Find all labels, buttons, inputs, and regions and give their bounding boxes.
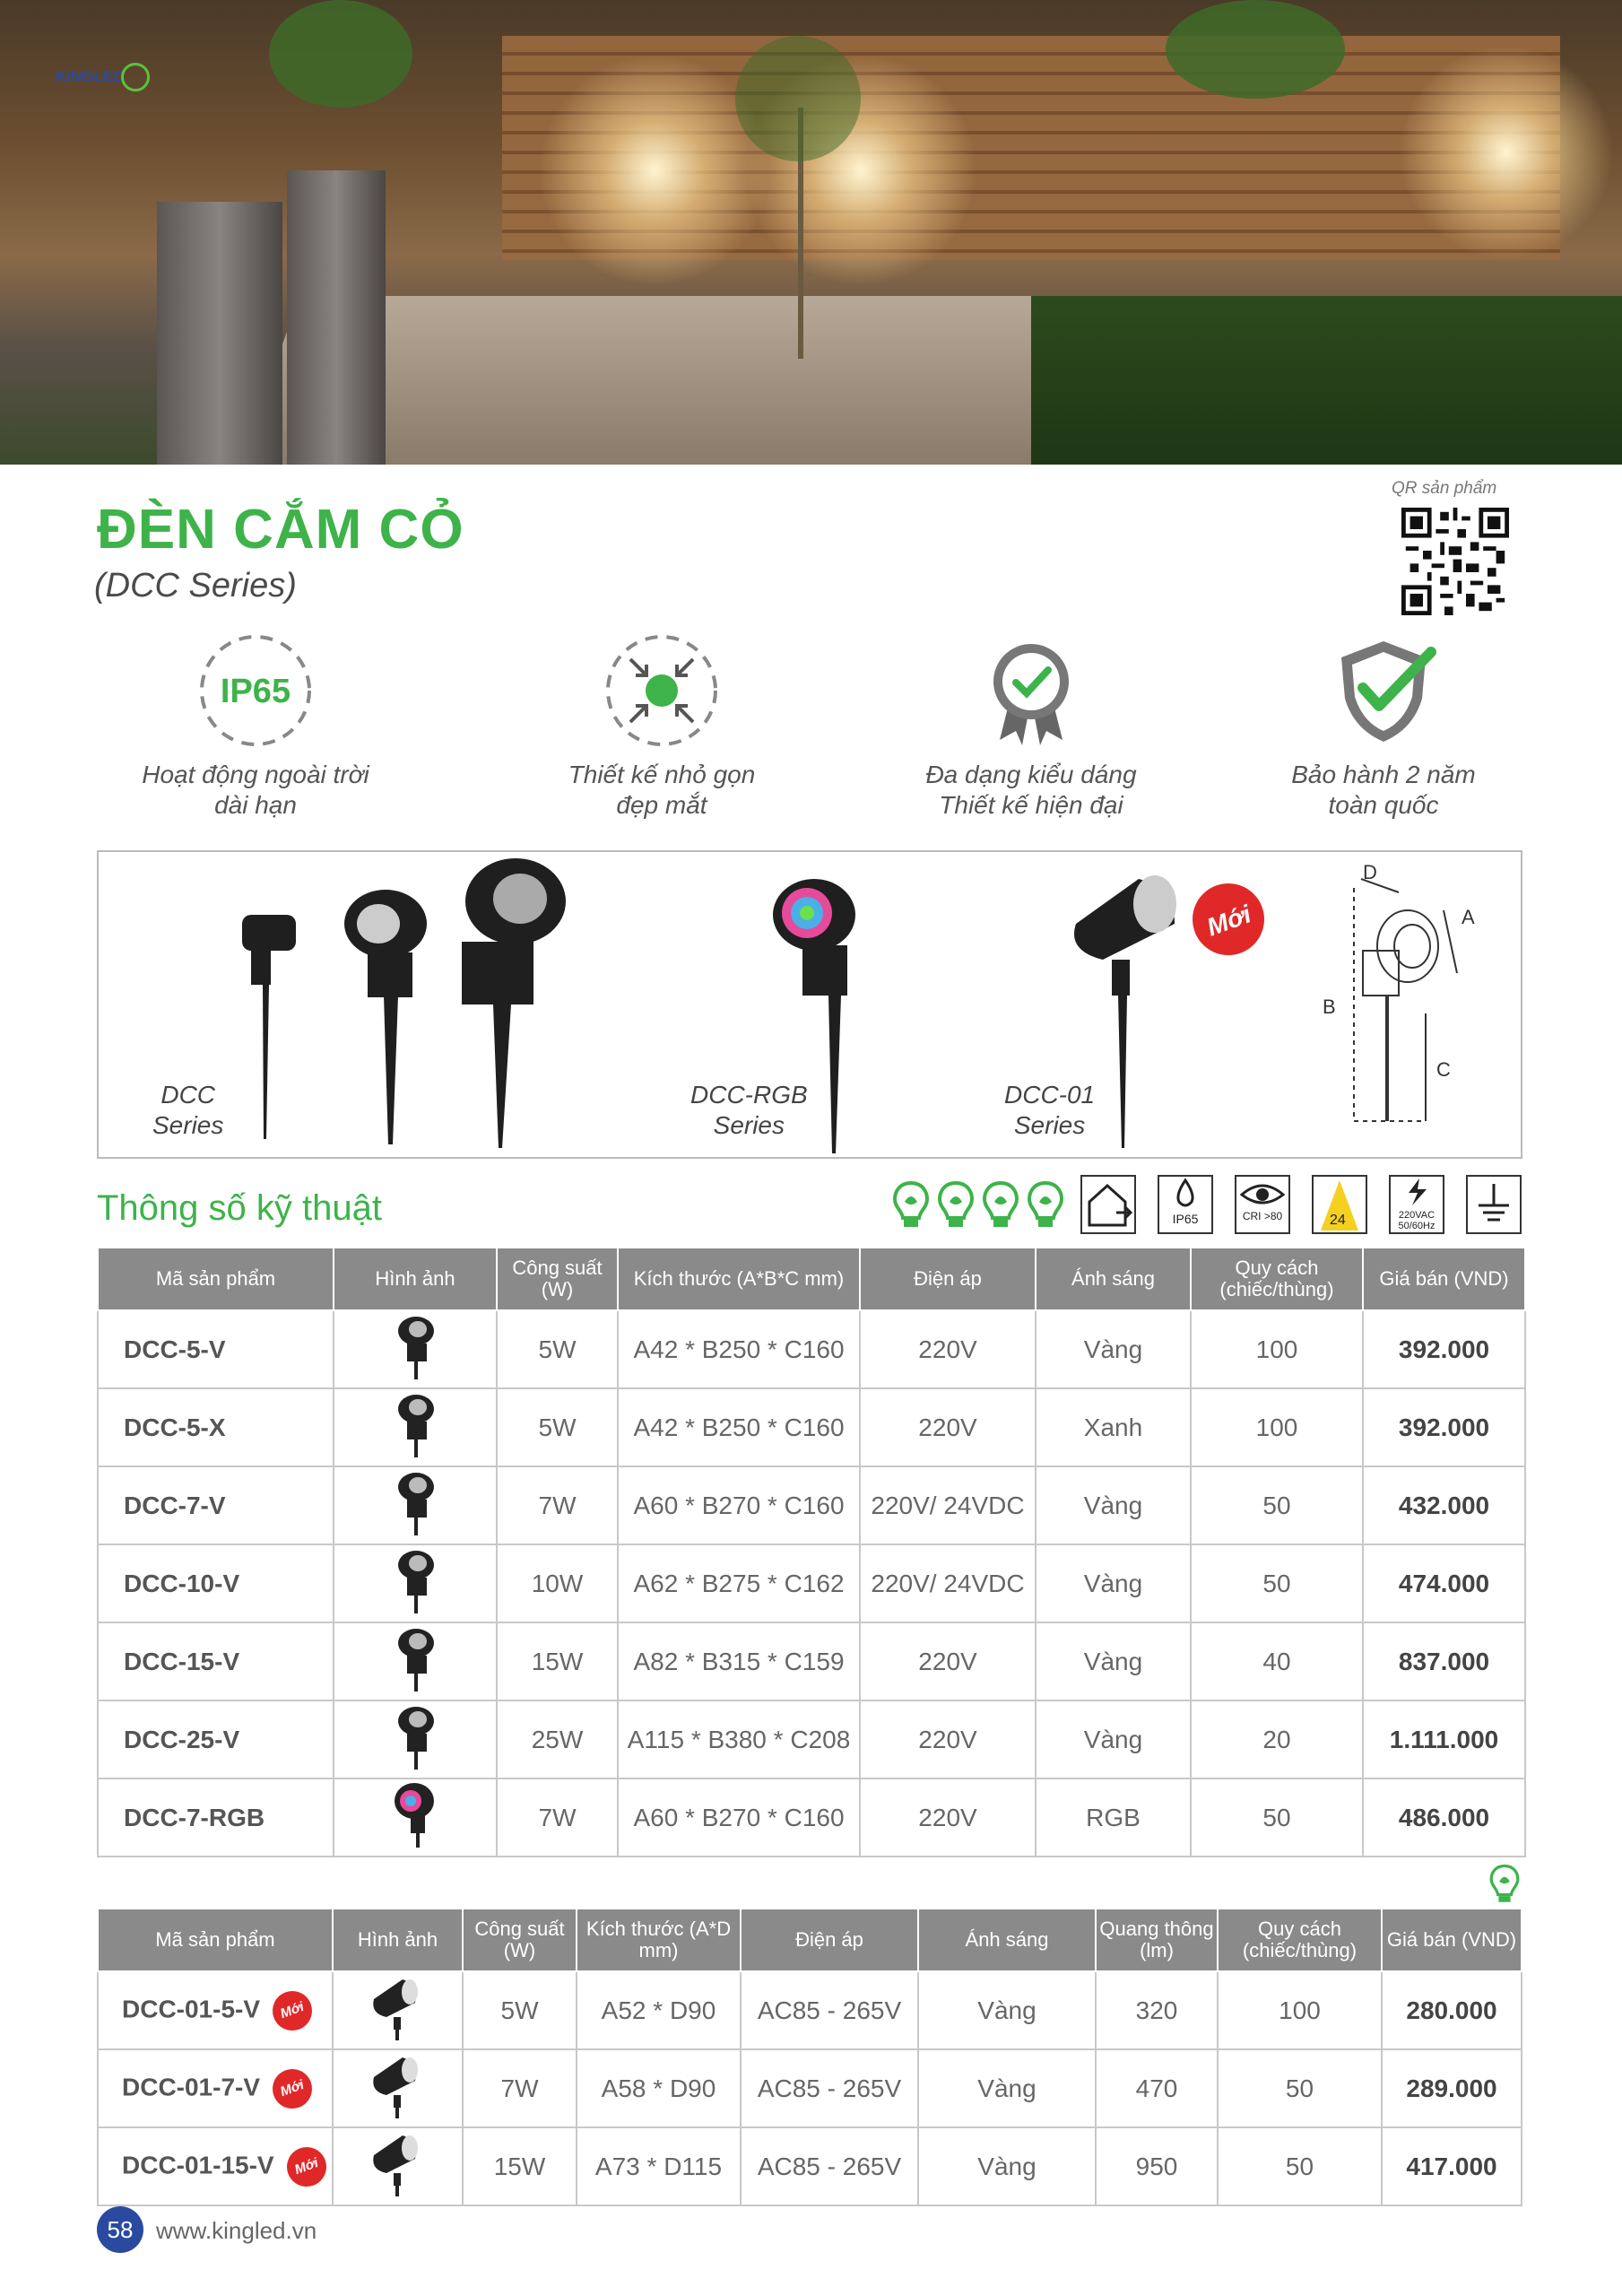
col-header: Hình ảnh xyxy=(333,1909,463,1971)
power-supply-icon: 220VAC 50/60Hz xyxy=(1389,1175,1444,1234)
voltage: 220V xyxy=(860,1388,1036,1466)
product-image[interactable] xyxy=(334,1779,497,1857)
light-color: Xanh xyxy=(1036,1388,1191,1466)
feature-text: Hoạt động ngoài trời xyxy=(142,761,369,788)
code: DCC-15-V xyxy=(98,1622,334,1700)
page-number: 58 xyxy=(97,2206,143,2253)
24h-lighting-icon: 24 xyxy=(1312,1175,1367,1234)
qr-code[interactable] xyxy=(1401,508,1509,615)
lumen: 950 xyxy=(1096,2127,1218,2205)
power: 7W xyxy=(463,2049,577,2127)
size: A52 * D90 xyxy=(577,1971,741,2049)
svg-text:Mới: Mới xyxy=(1202,900,1255,942)
award-ribbon-icon xyxy=(973,632,1089,749)
feature-text: Thiết kế nhỏ gọn xyxy=(568,761,756,788)
table-row xyxy=(98,1779,1525,1857)
shield-check-icon xyxy=(1325,632,1442,749)
specs-title: Thông số kỹ thuật xyxy=(97,1188,382,1228)
product-image[interactable] xyxy=(333,2049,463,2127)
price: 837.000 xyxy=(1363,1622,1525,1700)
tree-leaves xyxy=(1166,0,1345,99)
stone-pillar xyxy=(287,170,386,465)
power: 5W xyxy=(497,1388,618,1466)
feature-warranty xyxy=(1222,632,1545,821)
table-header-row xyxy=(98,1248,1525,1310)
page-subtitle: (DCC Series) xyxy=(94,567,297,604)
dcc-lamp-large xyxy=(462,858,566,1148)
product-image[interactable] xyxy=(334,1622,497,1700)
light-color: Vàng xyxy=(1036,1622,1191,1700)
col-header: Quy cách (chiếc/thùng) xyxy=(1191,1248,1363,1310)
dim-label-a: A xyxy=(1462,906,1475,928)
size: A42 * B250 * C160 xyxy=(618,1388,860,1466)
feature-text: Đa dạng kiểu dáng xyxy=(925,761,1137,788)
page-title: ĐÈN CẮM CỎ xyxy=(97,499,464,561)
size: A115 * B380 * C208 xyxy=(618,1700,860,1779)
size: A58 * D90 xyxy=(577,2049,741,2127)
product-image[interactable] xyxy=(333,1971,463,2049)
code: DCC-01-7-V Mới xyxy=(98,2049,333,2127)
power: 7W xyxy=(497,1779,618,1857)
table-row xyxy=(98,1388,1525,1466)
compact-design-icon xyxy=(603,632,720,749)
ip65-water-icon: IP65 xyxy=(1158,1175,1213,1234)
series-label-dcc-01: DCC-01 Series xyxy=(1004,1081,1096,1139)
col-header: Giá bán (VND) xyxy=(1363,1248,1525,1310)
pack-qty: 20 xyxy=(1191,1700,1363,1779)
size: A42 * B250 * C160 xyxy=(618,1310,860,1388)
voltage: AC85 - 265V xyxy=(741,2127,918,2205)
table-row xyxy=(98,2049,1522,2127)
price: 417.000 xyxy=(1382,2127,1522,2205)
power: 15W xyxy=(497,1622,618,1700)
stone-pillar xyxy=(157,202,282,465)
table-row xyxy=(98,2127,1522,2205)
product-image[interactable] xyxy=(334,1310,497,1388)
pack-qty: 40 xyxy=(1191,1622,1363,1700)
voltage: AC85 - 265V xyxy=(741,2049,918,2127)
eco-bulb-icon xyxy=(892,1180,930,1231)
voltage: 220V xyxy=(860,1622,1036,1700)
series-label-dcc-rgb: DCC-RGB Series xyxy=(690,1081,808,1139)
col-header: Kích thước (A*B*C mm) xyxy=(618,1248,860,1310)
pack-qty: 50 xyxy=(1191,1544,1363,1622)
power: 15W xyxy=(463,2127,577,2205)
size: A60 * B270 * C160 xyxy=(618,1779,860,1857)
pack-qty: 50 xyxy=(1218,2127,1382,2205)
size: A62 * B275 * C162 xyxy=(618,1544,860,1622)
col-header: Giá bán (VND) xyxy=(1382,1909,1522,1971)
new-badge: Mới xyxy=(281,2141,331,2191)
price: 392.000 xyxy=(1363,1388,1525,1466)
table-row xyxy=(98,1466,1525,1544)
feature-ip65 xyxy=(94,632,417,821)
price: 432.000 xyxy=(1363,1466,1525,1544)
feature-text: Bảo hành 2 năm xyxy=(1291,761,1476,788)
light-color: Vàng xyxy=(918,2127,1096,2205)
eco-bulb-icon xyxy=(937,1180,975,1231)
table-row xyxy=(98,1971,1522,2049)
code: DCC-01-15-V Mới xyxy=(98,2127,333,2205)
dcc-lamp-medium xyxy=(344,890,427,1144)
pack-qty: 100 xyxy=(1191,1310,1363,1388)
product-image[interactable] xyxy=(334,1466,497,1544)
light-color: RGB xyxy=(1036,1779,1191,1857)
col-header: Mã sản phẩm xyxy=(98,1248,334,1310)
dcc-lamp-small xyxy=(242,915,296,1139)
product-showcase xyxy=(97,850,1522,1159)
hero-garden-photo xyxy=(0,0,1622,465)
website-link[interactable]: www.kingled.vn xyxy=(156,2217,317,2244)
col-header: Công suất (W) xyxy=(463,1909,577,1971)
voltage: 220V xyxy=(860,1310,1036,1388)
power: 25W xyxy=(497,1700,618,1779)
ip65-badge-text: IP65 xyxy=(220,673,291,710)
lumen: 320 xyxy=(1096,1971,1218,2049)
dcc-01-spec-table xyxy=(97,1908,1522,2206)
code: DCC-01-5-V Mới xyxy=(98,1971,333,2049)
lumen: 470 xyxy=(1096,2049,1218,2127)
price: 280.000 xyxy=(1382,1971,1522,2049)
pack-qty: 100 xyxy=(1218,1971,1382,2049)
size: A60 * B270 * C160 xyxy=(618,1466,860,1544)
voltage: 220V xyxy=(860,1779,1036,1857)
dim-label-b: B xyxy=(1323,996,1336,1018)
col-header: Ánh sáng xyxy=(1036,1248,1191,1310)
feature-text: đẹp mắt xyxy=(616,791,707,819)
dcc-spec-table xyxy=(97,1247,1526,1857)
voltage: 220V/ 24VDC xyxy=(860,1544,1036,1622)
power: 5W xyxy=(497,1310,618,1388)
power: 5W xyxy=(463,1971,577,2049)
feature-text: toàn quốc xyxy=(1328,791,1439,819)
col-header: Quy cách (chiếc/thùng) xyxy=(1218,1909,1382,1971)
power: 7W xyxy=(497,1466,618,1544)
code: DCC-10-V xyxy=(98,1544,334,1622)
tree-leaves xyxy=(735,36,861,161)
power: 10W xyxy=(497,1544,618,1622)
product-image[interactable] xyxy=(334,1700,497,1779)
eco-bulb-icon xyxy=(1027,1180,1064,1231)
light-color: Vàng xyxy=(1036,1310,1191,1388)
feature-text: Thiết kế hiện đại xyxy=(939,791,1123,819)
light-color: Vàng xyxy=(918,2049,1096,2127)
code: DCC-7-RGB xyxy=(98,1779,334,1857)
light-color: Vàng xyxy=(918,1971,1096,2049)
price: 1.111.000 xyxy=(1363,1700,1525,1779)
light-glow xyxy=(1399,45,1614,260)
light-color: Vàng xyxy=(1036,1544,1191,1622)
code: DCC-5-V xyxy=(98,1310,334,1388)
col-header: Quang thông (lm) xyxy=(1096,1909,1218,1971)
light-color: Vàng xyxy=(1036,1466,1191,1544)
col-header: Hình ảnh xyxy=(334,1248,497,1310)
price: 392.000 xyxy=(1363,1310,1525,1388)
code: DCC-7-V xyxy=(98,1466,334,1544)
col-header: Công suất (W) xyxy=(497,1248,618,1310)
voltage: 220V/ 24VDC xyxy=(860,1466,1036,1544)
product-illustrations xyxy=(99,852,1521,1157)
product-image[interactable] xyxy=(333,2127,463,2205)
voltage: AC85 - 265V xyxy=(741,1971,918,2049)
price: 486.000 xyxy=(1363,1779,1525,1857)
size: A73 * D115 xyxy=(577,2127,741,2205)
dimension-diagram xyxy=(1354,879,1457,1121)
series-label-dcc: DCC Series xyxy=(152,1081,224,1139)
table-header-row xyxy=(98,1909,1522,1971)
qr-label: QR sản phẩm xyxy=(1392,479,1497,498)
ip65-icon xyxy=(197,632,314,749)
col-header: Mã sản phẩm xyxy=(98,1909,333,1971)
indoor-outdoor-icon xyxy=(1080,1175,1136,1234)
size: A82 * B315 * C159 xyxy=(618,1622,860,1700)
feature-compact xyxy=(500,632,823,821)
dim-label-c: C xyxy=(1436,1058,1451,1081)
eco-bulb-icon xyxy=(982,1180,1019,1231)
table-row xyxy=(98,1310,1525,1388)
price: 474.000 xyxy=(1363,1544,1525,1622)
pack-qty: 100 xyxy=(1191,1388,1363,1466)
price: 289.000 xyxy=(1382,2049,1522,2127)
col-header: Kích thước (A*D mm) xyxy=(577,1909,741,1971)
ground-icon xyxy=(1466,1175,1522,1234)
cri-eye-icon: CRI >80 xyxy=(1235,1175,1290,1234)
table-row xyxy=(98,1544,1525,1622)
new-badge: Mới xyxy=(267,2063,317,2113)
new-badge: Mới xyxy=(267,1985,317,2035)
col-header: Điện áp xyxy=(741,1909,918,1971)
tree-leaves xyxy=(269,0,412,108)
brand-logo: KINGLED xyxy=(56,63,150,91)
table-row xyxy=(98,1700,1525,1779)
col-header: Điện áp xyxy=(860,1248,1036,1310)
product-image[interactable] xyxy=(334,1544,497,1622)
col-header: Ánh sáng xyxy=(918,1909,1096,1971)
eco-bulb-icon xyxy=(1488,1864,1521,1905)
new-badge xyxy=(1193,883,1264,955)
pack-qty: 50 xyxy=(1191,1466,1363,1544)
code: DCC-5-X xyxy=(98,1388,334,1466)
pack-qty: 50 xyxy=(1191,1779,1363,1857)
feature-text: dài hạn xyxy=(214,791,297,819)
feature-design xyxy=(870,632,1193,821)
product-image[interactable] xyxy=(334,1388,497,1466)
voltage: 220V xyxy=(860,1700,1036,1779)
light-color: Vàng xyxy=(1036,1700,1191,1779)
code: DCC-25-V xyxy=(98,1700,334,1779)
lawn xyxy=(1031,296,1622,465)
table-row xyxy=(98,1622,1525,1700)
pack-qty: 50 xyxy=(1218,2049,1382,2127)
dim-label-d: D xyxy=(1363,861,1377,883)
